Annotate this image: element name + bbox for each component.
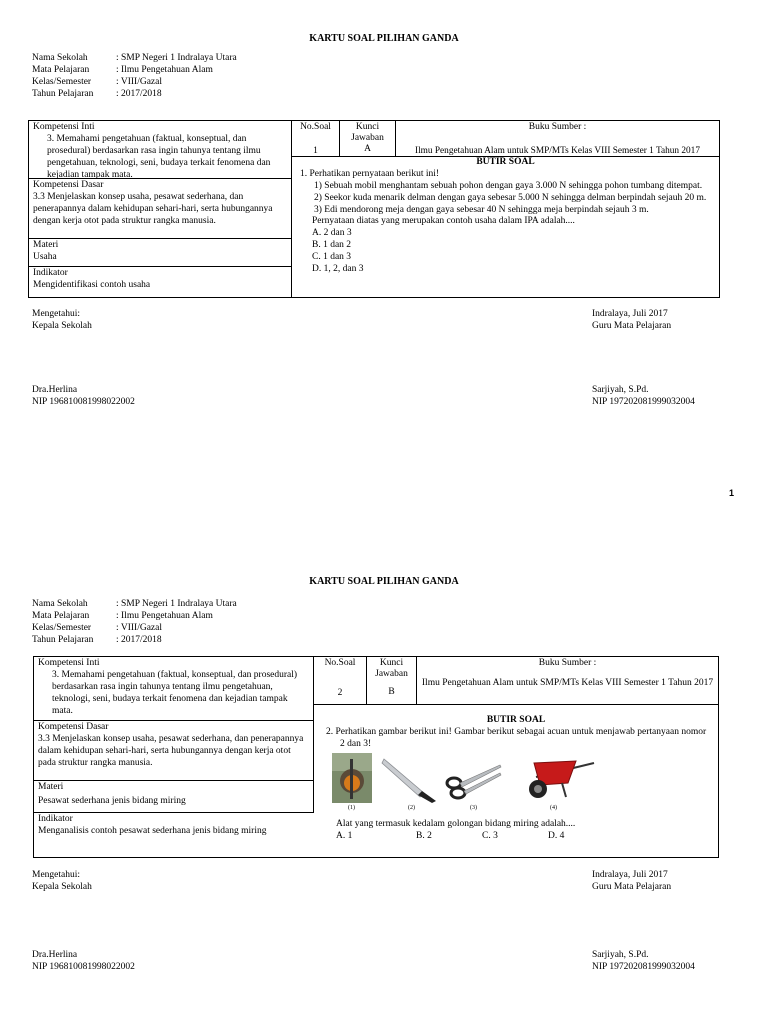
mengetahui-label: Mengetahui: <box>32 309 81 319</box>
option-c: C. 3 <box>482 830 498 841</box>
no-soal-value: 1 <box>313 145 318 156</box>
kompetensi-dasar-heading: Kompetensi Dasar <box>33 180 104 190</box>
materi-text: Usaha <box>33 251 57 262</box>
info-row <box>32 611 292 623</box>
info-value: : Ilmu Pengetahuan Alam <box>116 65 213 75</box>
kompetensi-inti-cell <box>29 121 291 179</box>
info-value: : VIII/Gazal <box>116 623 162 633</box>
buku-sumber-value: Ilmu Pengetahuan Alam untuk SMP/MTs Kelas VIII Semester 1 Tahun 2017 <box>421 677 714 688</box>
indikator-text: Menganalisis contoh pesawat sederhana jenis bidang miring <box>38 825 267 836</box>
kunci-jawaban-heading: Kunci Jawaban <box>375 658 408 679</box>
kepala-sekolah-name: Dra.Herlina <box>32 950 78 960</box>
answer-options <box>320 831 712 843</box>
materi-cell <box>34 781 314 813</box>
guru-name: Sarjiyah, S.Pd. <box>592 385 649 395</box>
kompetensi-dasar-text: 3.3 Menjelaskan konsep usaha, pesawat sederhana, dan penerapannya dalam kehidupan sehari-hari, serta hubungannya dengan kerja otot pada struktur rangka manusia. <box>38 733 304 768</box>
kompetensi-dasar-text: 3.3 Menjelaskan konsep usaha, pesawat sederhana, dan penerapannya dalam kehidupan sehari-hari, serta hubungannya dengan kerja otot pada struktur rangka manusia. <box>33 191 273 226</box>
indikator-cell <box>34 813 314 857</box>
option-d: D. 4 <box>548 830 565 841</box>
kepala-sekolah-name: Dra.Herlina <box>32 385 78 395</box>
guru-label: Guru Mata Pelajaran <box>592 321 672 331</box>
lever-picture-icon <box>332 753 372 803</box>
wheelbarrow-icon <box>506 753 596 803</box>
kunci-jawaban-value: B <box>388 687 395 697</box>
image-caption: (3) <box>470 804 477 811</box>
kompetensi-inti-text: 3. Memahami pengetahuan (faktual, konseptual, dan prosedural) berdasarkan rasa ingin tahunya tentang ilmu pengetahuan, teknologi, seni, budaya terkait fenomena dan kejadian tampak mata. <box>52 669 298 716</box>
answer-options <box>298 228 713 276</box>
kompetensi-inti-heading: Kompetensi Inti <box>38 658 100 668</box>
info-row <box>32 635 292 647</box>
place-date: Indralaya, Juli 2017 <box>592 309 668 319</box>
materi-text: Pesawat sederhana jenis bidang miring <box>38 795 186 806</box>
tool-photo-3 <box>444 753 504 803</box>
info-row <box>32 89 292 101</box>
kepala-sekolah-label: Kepala Sekolah <box>32 882 92 892</box>
option-a: A. 1 <box>336 830 353 841</box>
butir-soal-cell <box>314 705 718 857</box>
kunci-jawaban-value: A <box>364 144 371 154</box>
info-row <box>32 77 292 89</box>
image-caption: (4) <box>550 804 557 811</box>
kepala-sekolah-label: Kepala Sekolah <box>32 321 92 331</box>
guru-label: Guru Mata Pelajaran <box>592 882 672 892</box>
card2-title: KARTU SOAL PILIHAN GANDA <box>309 576 459 587</box>
kunci-jawaban-cell <box>339 121 395 157</box>
question-images <box>320 753 712 815</box>
info-label: Mata Pelajaran <box>32 65 90 75</box>
info-value: : Ilmu Pengetahuan Alam <box>116 611 213 621</box>
butir-soal-heading: BUTIR SOAL <box>486 715 546 725</box>
info-label: Kelas/Semester <box>32 623 92 633</box>
kompetensi-inti-heading: Kompetensi Inti <box>33 122 95 132</box>
scissors-icon <box>444 753 504 803</box>
tool-photo-2 <box>380 753 440 803</box>
mengetahui-label: Mengetahui: <box>32 870 81 880</box>
question-text: 1. Perhatikan pernyataan berikut ini! <box>300 168 440 179</box>
info-label: Nama Sekolah <box>32 53 88 63</box>
card2-right-signature <box>592 869 695 973</box>
info-row <box>32 599 292 611</box>
no-soal-heading: No.Soal <box>324 658 356 668</box>
info-label: Nama Sekolah <box>32 599 88 609</box>
kepala-sekolah-nip: NIP 196810081998022002 <box>32 962 135 972</box>
image-caption: (1) <box>348 804 355 811</box>
card1-left-signature <box>32 308 135 408</box>
materi-heading: Materi <box>33 240 59 250</box>
card2-school-info <box>32 599 292 647</box>
info-label: Tahun Pelajaran <box>32 89 94 99</box>
kunci-jawaban-cell <box>366 657 416 705</box>
card1-title: KARTU SOAL PILIHAN GANDA <box>309 33 459 44</box>
info-label: Tahun Pelajaran <box>32 635 94 645</box>
kepala-sekolah-nip: NIP 196810081998022002 <box>32 397 135 407</box>
info-value: : SMP Negeri 1 Indralaya Utara <box>116 599 237 609</box>
question-prompt: Pernyataan diatas yang merupakan contoh usaha dalam IPA adalah.... <box>312 216 575 227</box>
info-value: : 2017/2018 <box>116 89 162 99</box>
option-d: D. 1, 2, dan 3 <box>312 263 364 274</box>
option-c: C. 1 dan 3 <box>312 252 352 262</box>
card2-left-signature <box>32 869 135 973</box>
guru-name: Sarjiyah, S.Pd. <box>592 950 649 960</box>
info-value: : VIII/Gazal <box>116 77 162 87</box>
kompetensi-inti-cell <box>34 657 314 721</box>
buku-sumber-cell <box>395 121 719 157</box>
statement-item: 2) Seekor kuda menarik delman dengan gaya sebesar 5.000 N sehingga delman berpindah sejauh 20 m. <box>314 192 707 203</box>
question-prompt: Alat yang termasuk kedalam golongan bidang miring adalah.... <box>336 818 576 829</box>
card1-school-info <box>32 53 292 101</box>
guru-nip: NIP 197202081999032004 <box>592 962 695 972</box>
no-soal-cell <box>291 121 339 157</box>
tool-photo-4 <box>506 753 596 803</box>
buku-sumber-heading: Buku Sumber : <box>538 658 597 668</box>
butir-soal-heading: BUTIR SOAL <box>476 157 535 167</box>
buku-sumber-cell <box>416 657 718 705</box>
option-a: A. 2 dan 3 <box>312 228 352 239</box>
no-soal-value: 2 <box>337 687 343 698</box>
butir-soal-cell <box>291 157 719 297</box>
place-date: Indralaya, Juli 2017 <box>592 870 668 880</box>
statement-item: 1) Sebuah mobil menghantam sebuah pohon dengan gaya 3.000 N sehingga pohon tumbang ditempat. <box>314 180 703 191</box>
indikator-cell <box>29 267 291 297</box>
card2-table <box>33 656 719 858</box>
statement-item: 3) Edi mendorong meja dengan gaya sebesar 40 N sehingga meja berpindah sejauh 3 m. <box>314 204 649 215</box>
materi-cell <box>29 239 291 267</box>
page-number: 1 <box>729 488 735 498</box>
info-label: Mata Pelajaran <box>32 611 90 621</box>
buku-sumber-heading: Buku Sumber : <box>528 122 587 132</box>
indikator-heading: Indikator <box>38 814 73 824</box>
card1-table <box>28 120 720 298</box>
info-row <box>32 53 292 65</box>
guru-nip: NIP 197202081999032004 <box>592 397 695 407</box>
card1-right-signature <box>592 308 695 408</box>
kompetensi-dasar-cell <box>29 179 291 239</box>
info-row <box>32 65 292 77</box>
kompetensi-inti-text: 3. Memahami pengetahuan (faktual, konseptual, dan prosedural) berdasarkan rasa ingin tahunya tentang ilmu pengetahuan, teknologi, seni, budaya terkait fenomena dan kejadian tampak mata. <box>47 133 271 180</box>
info-label: Kelas/Semester <box>32 77 92 87</box>
info-value: : SMP Negeri 1 Indralaya Utara <box>116 53 237 63</box>
knife-icon <box>380 753 440 803</box>
no-soal-cell <box>314 657 366 705</box>
info-value: : 2017/2018 <box>116 635 162 645</box>
no-soal-heading: No.Soal <box>300 122 331 132</box>
question-text: 2. Perhatikan gambar berikut ini! Gambar berikut sebagai acuan untuk menjawab pertanyaan nomor 2 dan 3! <box>326 726 707 749</box>
info-row <box>32 623 292 635</box>
materi-heading: Materi <box>38 782 64 792</box>
option-b: B. 2 <box>416 830 432 841</box>
kunci-jawaban-heading: Kunci Jawaban <box>351 122 384 143</box>
image-caption: (2) <box>408 804 415 811</box>
kompetensi-dasar-heading: Kompetensi Dasar <box>38 722 109 732</box>
buku-sumber-value: Ilmu Pengetahuan Alam untuk SMP/MTs Kelas VIII Semester 1 Tahun 2017 <box>415 145 700 156</box>
option-b: B. 1 dan 2 <box>312 240 352 251</box>
indikator-heading: Indikator <box>33 268 68 278</box>
kompetensi-dasar-cell <box>34 721 314 781</box>
tool-photo-1 <box>332 753 372 803</box>
statement-list <box>298 181 713 217</box>
indikator-text: Mengidentifikasi contoh usaha <box>33 279 151 290</box>
